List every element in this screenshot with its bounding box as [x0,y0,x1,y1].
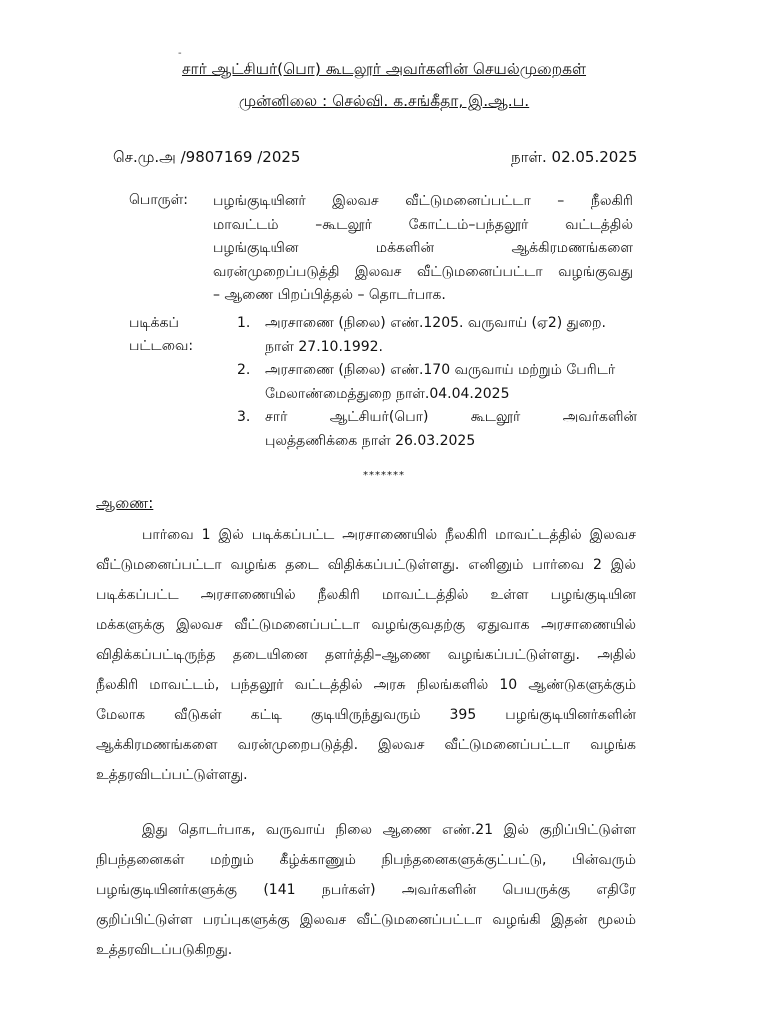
reference-date: நாள். 02.05.2025 [511,148,638,166]
paragraph-line: உத்தரவிடப்பட்டுள்ளது. [96,767,248,783]
paragraph-line: இது தொடர்பாக, வருவாய் நிலை ஆணை எண்.21 இல் குறிப்பிட்டுள்ள [142,822,636,838]
paragraph-line: குறிப்பிட்டுள்ள பரப்புகளுக்கு இலவச வீட்டுமனைப்பட்டா வழங்கி இதன் மூலம் [96,912,636,928]
reference-item-number: 1. [237,315,251,331]
reference-item [237,359,637,406]
reference-item-line: மேலாண்மைத்துறை நாள்.04.04.2025 [265,385,510,402]
section-separator: ******* [363,470,405,481]
order-paragraph-2 [96,815,636,965]
reference-item [237,312,637,359]
reference-item-number: 3. [237,409,251,425]
order-paragraph-1 [96,520,636,790]
paragraph-line: உத்தரவிடப்படுகிறது. [96,942,233,958]
subject-line: வரன்முறைப்படுத்தி இலவச வீட்டுமனைப்பட்டா வழங்குவது [213,263,633,280]
read-references-list [237,312,637,453]
reference-item-line: நாள் 27.10.1992. [265,338,383,355]
reference-item-line: அரசாணை (நிலை) எண்.1205. வருவாய் (ஏ2) துறை. [265,315,607,331]
subject-label: பொருள்: [129,192,188,208]
office-title: சார் ஆட்சியர்(பொ) கூடலூர் அவர்களின் செயல்முறைகள் [181,60,587,78]
subject-line: பழங்குடியினர் இலவச வீட்டுமனைப்பட்டா – நீலகிரி [213,193,633,209]
paragraph-line: நிபந்தனைகள் மற்றும் கீழ்க்காணும் நிபந்தனைகளுக்குட்பட்டு, பின்வரும் [96,852,636,868]
subject-line: மாவட்டம் –கூடலூர் கோட்டம்–பந்தலூர் வட்டத்தில் [213,216,633,233]
reference-item-line: அரசாணை (நிலை) எண்.170 வருவாய் மற்றும் பேரிடர் [265,362,616,378]
paragraph-line: ஆக்கிரமணங்களை வரன்முறைபடுத்தி. இலவச வீட்டுமனைப்பட்டா வழங்க [96,737,636,753]
officer-presence-line: முன்னிலை : செல்வி. க.சங்கீதா, இ.ஆ.ப. [238,92,530,110]
paragraph-line: நீலகிரி மாவட்டம், பந்தலூர் வட்டத்தில் அரசு நிலங்களில் 10 ஆண்டுகளுக்கும் [96,677,636,693]
paragraph-line: பழங்குடியினர்களுக்கு (141 நபர்கள்) அவர்களின் பெயருக்கு எதிரே [96,882,636,898]
paragraph-line: வீட்டுமனைப்பட்டா வழங்க தடை விதிக்கப்பட்டுள்ளது. எனினும் பார்வை 2 இல் [96,557,636,573]
subject-text [213,190,633,308]
subject-line: – ஆணை பிறப்பித்தல் – தொடர்பாக. [213,287,446,303]
reference-item-number: 2. [237,362,251,378]
reference-item-line: புலத்தணிக்கை நாள் 26.03.2025 [265,432,476,449]
read-label-line: பட்டவை: [129,338,194,354]
paragraph-line: மேலாக வீடுகள் கட்டி குடியிருந்துவரும் 395 பழங்குடியினர்களின் [96,707,636,723]
reference-item-line: சார் ஆட்சியர்(பொ) கூடலூர் அவர்களின் [265,409,637,425]
read-label [129,312,193,358]
subject-line: பழங்குடியின மக்களின் ஆக்கிரமணங்களை [213,240,633,256]
scan-mark: - [178,48,182,59]
paragraph-line: விதிக்கப்பட்டிருந்த தடையினை தளர்த்தி–ஆணை வழங்கப்பட்டுள்ளது. அதில் [96,647,636,663]
paragraph-line: படிக்கப்பட்ட அரசாணையில் நீலகிரி மாவட்டத்தில் உள்ள பழங்குடியின [96,587,636,603]
read-label-line: படிக்கப் [129,315,179,331]
reference-number: செ.மு.அ /9807169 /2025 [113,148,301,166]
order-heading: ஆணை: [96,494,154,512]
reference-item [237,406,637,453]
paragraph-line: மக்களுக்கு இலவச வீட்டுமனைப்பட்டா வழங்குவதற்கு ஏதுவாக அரசாணையில் [96,617,636,633]
paragraph-line: பார்வை 1 இல் படிக்கப்பட்ட அரசாணையில் நீலகிரி மாவட்டத்தில் இலவச [142,527,636,543]
